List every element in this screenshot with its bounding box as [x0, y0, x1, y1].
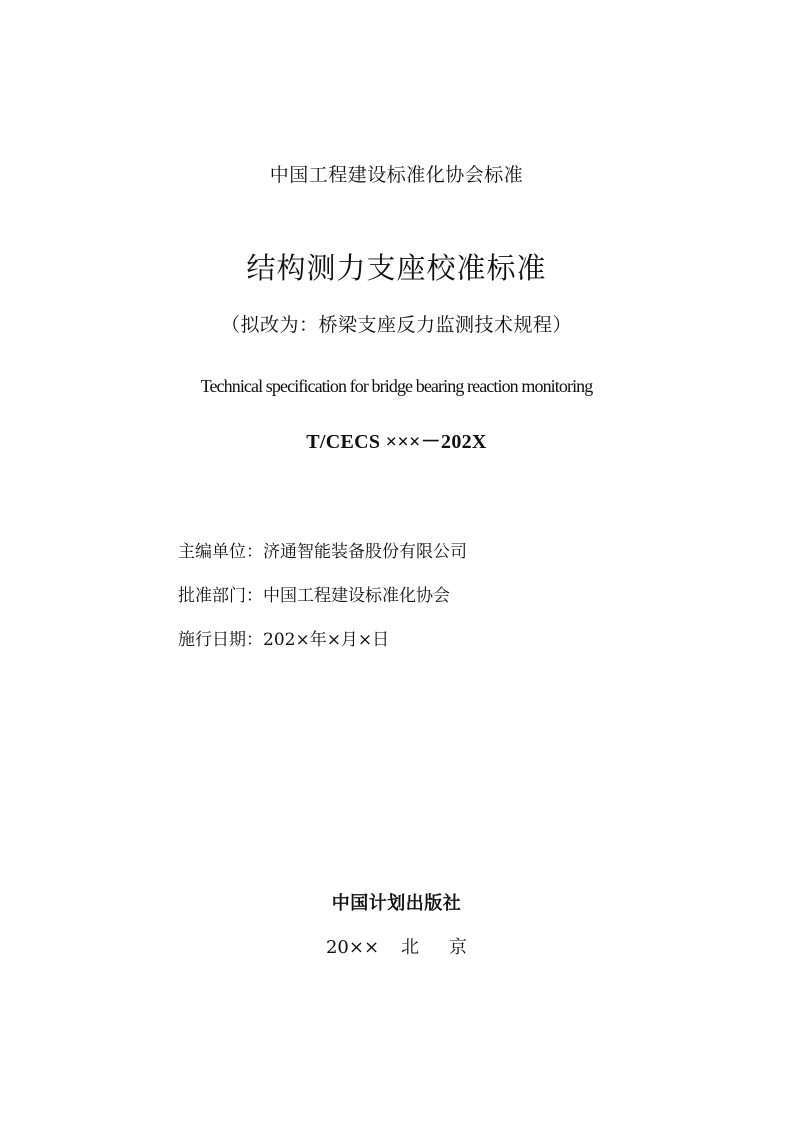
chief-editor-label: 主编单位：: [178, 542, 263, 562]
proposed-title: （拟改为：桥梁支座反力监测技术规程）: [220, 314, 572, 336]
chief-editor-value: 济通智能装备股份有限公司: [263, 542, 467, 562]
standard-info-block: [178, 541, 467, 673]
effective-date-label: 施行日期：: [178, 630, 263, 650]
approval-department-label: 批准部门：: [178, 586, 263, 606]
english-title: Technical specification for bridge bearing reaction monitoring: [200, 376, 593, 396]
association-standard-heading: 中国工程建设标准化协会标准: [269, 164, 524, 186]
standard-title: 结构测力支座校准标准: [246, 251, 547, 285]
standard-code: T/CECS ×××－202X: [306, 431, 487, 453]
publication-year-and-place: [0, 934, 793, 962]
approval-department-value: 中国工程建设标准化协会: [263, 586, 450, 606]
effective-date-value: 202×年×月×日: [263, 630, 390, 650]
publisher-name: 中国计划出版社: [331, 893, 462, 914]
chief-editor-row: [178, 541, 467, 585]
approval-department-row: [178, 585, 467, 629]
publication-year: 20××: [325, 937, 380, 958]
effective-date-row: [178, 629, 467, 673]
publication-city-char-2: 京: [449, 937, 468, 958]
publication-city-char-1: 北: [401, 937, 420, 958]
